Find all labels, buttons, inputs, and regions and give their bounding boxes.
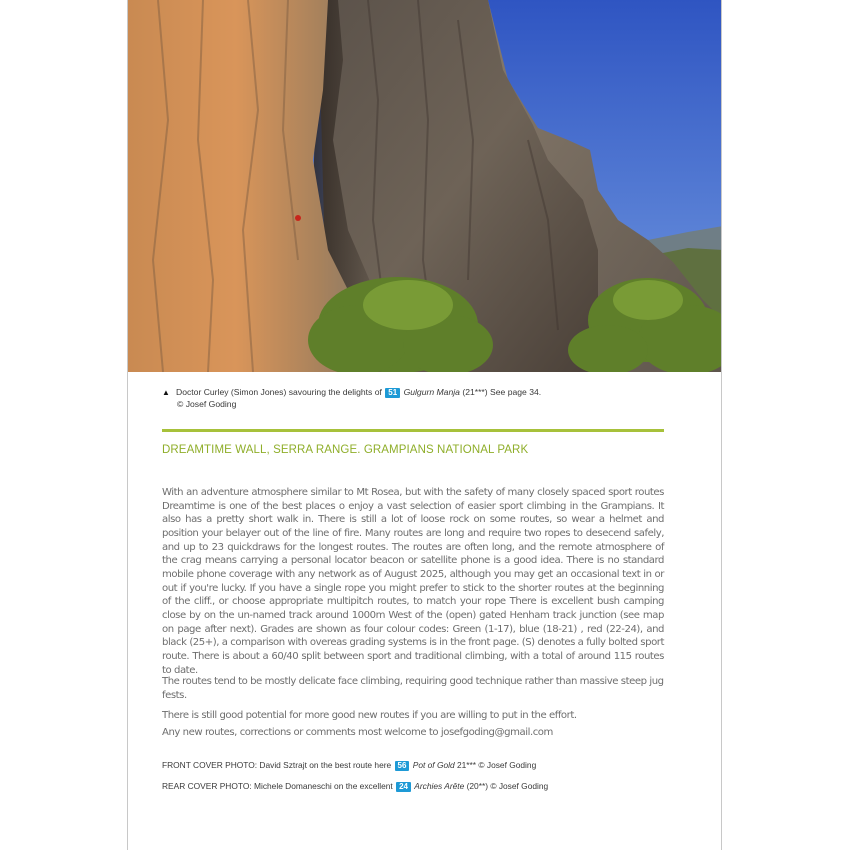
body-paragraph: There is still good potential for more good new routes if you are willing to put in the effort. bbox=[162, 710, 577, 721]
body-paragraph: The routes tend to be mostly delicate face climbing, requiring good technique rather than massive steep jug fests. bbox=[162, 676, 664, 701]
body-paragraph: With an adventure atmosphere similar to Mt Rosea, but with the safety of many closely spaced sport routes Dreamtime is one of the best places o enjoy a vast selection of easier sport climbing in the Grampians. It also has a pretty short walk in. There is still a lot of loose rock on some routes, so wear a helmet and position your belayer out of the line of fire. Many routes are long and require two ropes to desecend safely, and up to 23 quickdraws for the longest routes. The routes are often long, and the remote atmosphere of the crag means carrying a personal locator beacon or satellite phone is a good idea. There is no standard mobile phone coverage with any network as of August 2025, although you may get an occasional text in or out if you're lucky. If you have a single rope you might prefer to stick to the shorter routes at the beginning of the cliff., or choose appropriate multipitch routes, to match your rope There is excellent bush camping close by on the un-named track around 1000m West of the (open) gated Henham track junction (see map on page after next). Grades are shown as four colour codes: Green (1-17), blue (18-21) , red (22-24), and black (25+), a comparison with overeas grading systems is in the front page. (S) denotes a fully bolted sport route. There is about a 60/40 split between sport and traditional climbing, with a total of around 115 routes to date. bbox=[162, 487, 664, 676]
rear-cover-label: REAR COVER PHOTO: bbox=[162, 781, 252, 791]
route-number-badge: 24 bbox=[396, 782, 411, 792]
section-heading: DREAMTIME WALL, SERRA RANGE. GRAMPIANS NATIONAL PARK bbox=[162, 444, 529, 456]
caption-credit: © Josef Goding bbox=[177, 398, 237, 409]
rear-cover-credit bbox=[162, 781, 682, 792]
cliff-photo bbox=[128, 0, 722, 372]
rear-cover-photo-credit: © Josef Goding bbox=[490, 781, 549, 791]
caption-route-name: Gulgurn Manja bbox=[403, 387, 460, 397]
caption-text: Doctor Curley (Simon Jones) savouring the delights of bbox=[176, 387, 382, 397]
rear-cover-text: Michele Domaneschi on the excellent bbox=[254, 781, 393, 791]
front-cover-credit bbox=[162, 760, 682, 771]
rear-cover-grade: (20**) bbox=[466, 781, 489, 791]
rear-cover-route-name: Archies Arête bbox=[414, 781, 465, 791]
route-number-badge: 51 bbox=[385, 388, 400, 398]
body-paragraph: Any new routes, corrections or comments most welcome to josefgoding@gmail.com bbox=[162, 727, 553, 738]
climber-figure bbox=[295, 215, 301, 221]
front-cover-route-name: Pot of Gold bbox=[412, 760, 455, 770]
caption-text-after: (21***) See page 34. bbox=[462, 387, 542, 397]
guidebook-page bbox=[127, 0, 722, 850]
route-number-badge: 56 bbox=[395, 761, 410, 771]
caption-marker: ▲ bbox=[162, 388, 170, 397]
photo-caption bbox=[162, 387, 682, 410]
front-cover-grade: 21*** bbox=[456, 760, 477, 770]
front-cover-text: David Sztrajt on the best route here bbox=[259, 760, 392, 770]
section-divider bbox=[162, 429, 664, 432]
front-cover-label: FRONT COVER PHOTO: bbox=[162, 760, 258, 770]
front-cover-photo-credit: © Josef Goding bbox=[478, 760, 537, 770]
